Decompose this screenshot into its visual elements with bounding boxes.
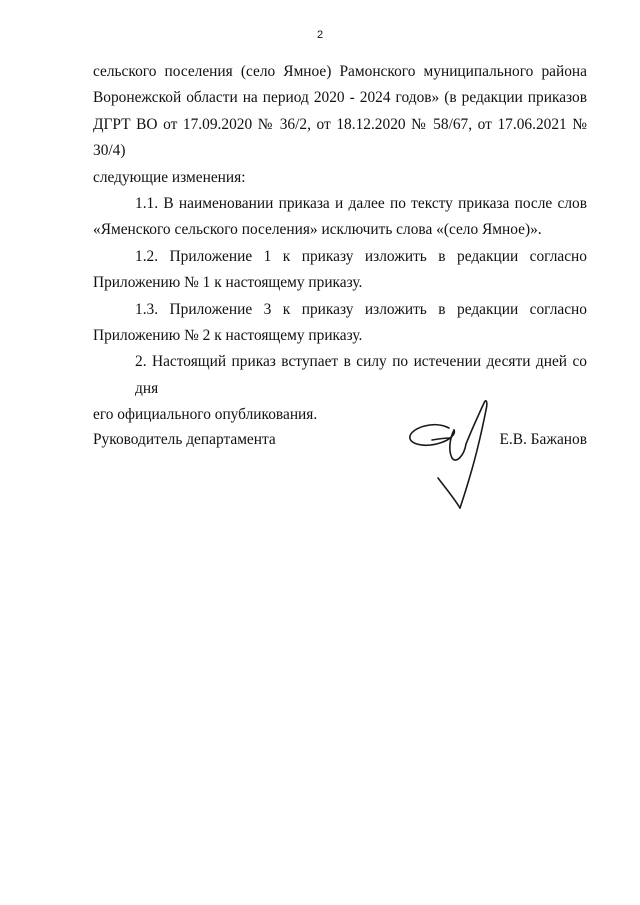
document-body (93, 59, 587, 429)
item-1-1-line-1: 1.1. В наименовании приказа и далее по тексту приказа после слов (135, 195, 587, 213)
page-number: 2 (316, 29, 324, 41)
signatory-name: Е.В. Бажанов (499, 431, 587, 448)
paragraph-1-line-2: Воронежской области на период 2020 - 2024 годов» (в редакции приказов (93, 89, 587, 107)
item-1-2-line-1: 1.2. Приложение 1 к приказу изложить в редакции согласно (135, 247, 587, 265)
item-1-2-line-2: Приложению № 1 к настоящему приказу. (93, 274, 363, 292)
item-1-3-line-1: 1.3. Приложение 3 к приказу изложить в редакции согласно (135, 300, 587, 318)
item-2-line-1: 2. Настоящий приказ вступает в силу по истечении десяти дней со дня (135, 353, 587, 397)
paragraph-1-line-1: сельского поселения (село Ямное) Рамонского муниципального района (93, 63, 587, 80)
item-2-line-2: его официального опубликования. (93, 406, 318, 424)
item-1-1-line-2: «Яменского сельского поселения» исключить слова «(село Ямное)». (93, 221, 542, 239)
item-1-3-line-2: Приложению № 2 к настоящему приказу. (93, 327, 363, 345)
signatory-position: Руководитель департамента (93, 431, 276, 448)
paragraph-1-line-4: следующие изменения: (93, 168, 246, 186)
handwritten-signature-icon (404, 398, 504, 513)
paragraph-1-line-3: ДГРТ ВО от 17.09.2020 № 36/2, от 18.12.2020 № 58/67, от 17.06.2021 № 30/4) (93, 115, 587, 160)
